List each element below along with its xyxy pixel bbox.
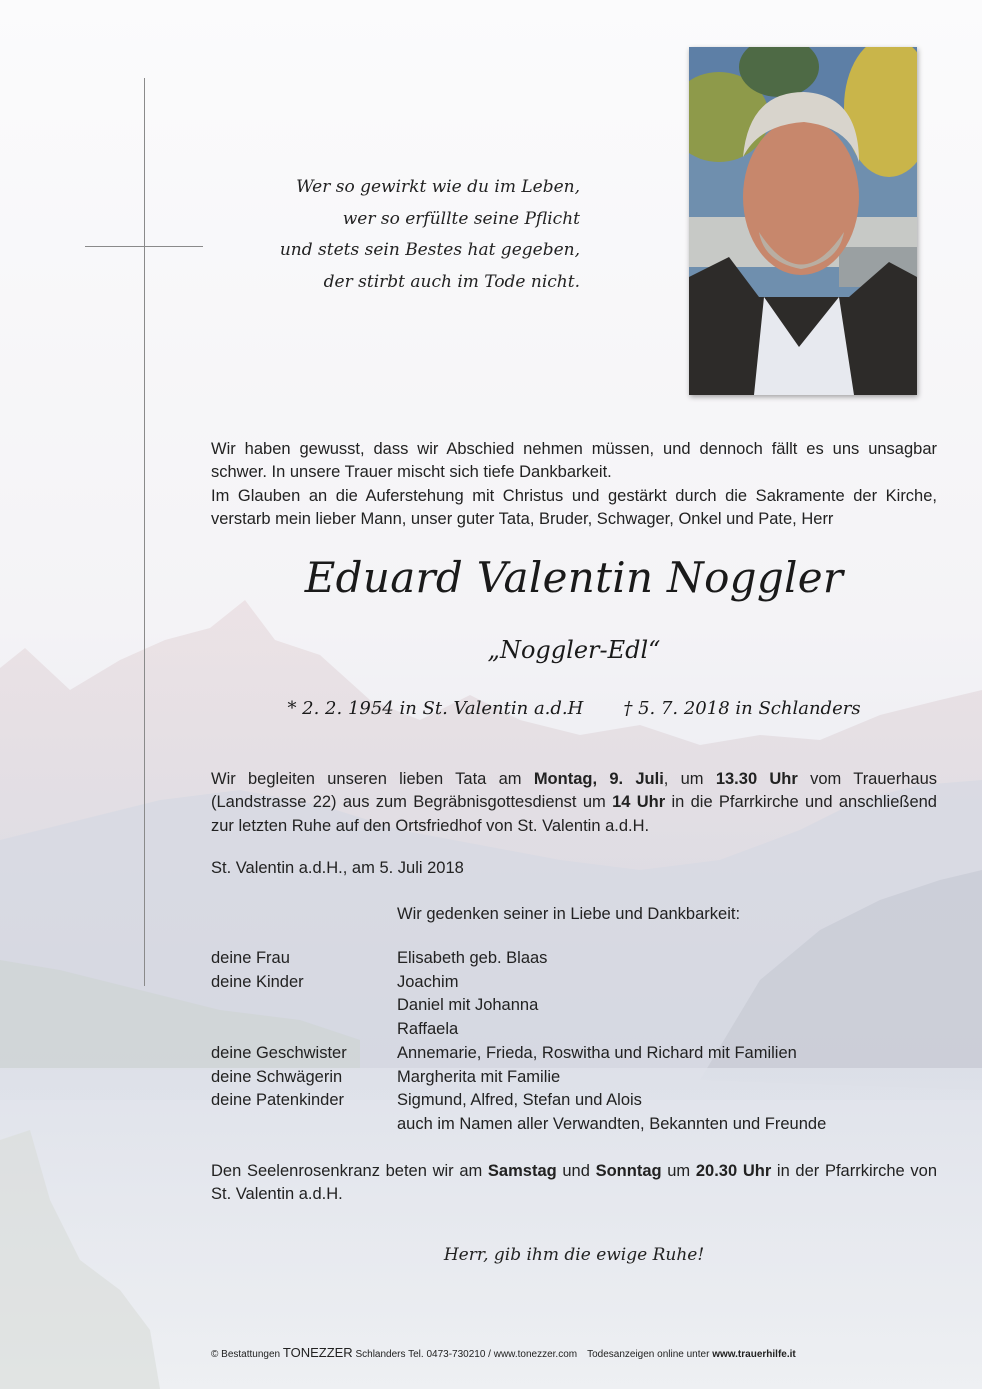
poem-line: der stirbt auch im Tode nicht. (323, 271, 580, 292)
intro-text (211, 438, 937, 532)
rosary-details (211, 1160, 937, 1207)
mourner-relation (211, 994, 397, 1018)
intro-paragraph: Im Glauben an die Auferstehung mit Christus und gestärkt durch die Sakramente der Kirche, verstarb mein lieber Mann, unser guter Tata, Bruder, Schwager, Onkel und Pate, Herr (211, 486, 937, 529)
rosary-day: Samstag (487, 1162, 557, 1180)
poem (230, 172, 580, 298)
mourners-list (211, 947, 826, 1137)
mourner-names: Elisabeth geb. Blaas (397, 949, 548, 967)
funeral-text: Wir begleiten unseren lieben Tata am (211, 770, 534, 788)
mourner-names: auch im Namen aller Verwandten, Bekannten und Freunde (397, 1114, 827, 1133)
funeral-time: 13.30 Uhr (715, 770, 798, 788)
mourner-names: Joachim (397, 972, 459, 991)
rosary-text: in der Pfarrkirche von St. Valentin a.d.H. (211, 1162, 938, 1204)
mourner-row (211, 994, 826, 1018)
life-dates (211, 698, 937, 719)
mourner-row (211, 1089, 826, 1113)
footer-contact: Schlanders Tel. 0473-730210 / www.tonezzer.com (352, 1349, 578, 1360)
mourner-relation: deine Frau (211, 949, 290, 967)
poem-line: wer so erfüllte seine Pflicht (342, 208, 580, 229)
mourner-relation (211, 1113, 397, 1137)
mourner-row (211, 1113, 826, 1137)
mourner-names: Sigmund, Alfred, Stefan und Alois (397, 1091, 642, 1110)
funeral-text: in die Pfarrkirche und anschließend zur letzten Ruhe auf den Ortsfriedhof von St. Valentin a.d.H. (211, 793, 937, 835)
mourner-relation: deine Geschwister (211, 1043, 347, 1062)
mourner-names: Margherita mit Familie (397, 1067, 561, 1086)
poem-line: Wer so gewirkt wie du im Leben, (296, 177, 580, 197)
death-date: † 5. 7. 2018 in Schlanders (623, 698, 861, 719)
footer-website-link[interactable]: www.trauerhilfe.it (712, 1349, 796, 1360)
mourner-names: Annemarie, Frieda, Roswitha und Richard mit Familien (397, 1043, 797, 1062)
mourner-relation: deine Schwägerin (211, 1067, 343, 1086)
cross-vertical-line (144, 78, 145, 986)
birth-date: * 2. 2. 1954 in St. Valentin a.d.H (287, 698, 584, 719)
footer-brand: TONEZZER (282, 1345, 353, 1360)
remembrance-heading: Wir gedenken seiner in Liebe und Dankbarkeit: (397, 905, 741, 923)
mourner-names: Raffaela (397, 1020, 459, 1039)
rosary-text: und (556, 1162, 596, 1180)
mourner-relation: deine Kinder (211, 972, 304, 991)
footer (211, 1345, 851, 1360)
cross-horizontal-line (85, 246, 203, 247)
mourner-row (211, 1042, 826, 1066)
closing-prayer: Herr, gib ihm die ewige Ruhe! (443, 1245, 705, 1265)
funeral-text: , um (663, 770, 716, 788)
intro-paragraph: Wir haben gewusst, dass wir Abschied nehmen müssen, und dennoch fällt es uns unsagbar schwer. In unsere Trauer mischt sich tiefe Dankbarkeit. (211, 440, 937, 482)
mourner-row (211, 1066, 826, 1090)
deceased-nickname: „Noggler-Edl“ (487, 636, 661, 664)
funeral-details (211, 768, 937, 838)
footer-online-label: Todesanzeigen online unter (587, 1349, 713, 1360)
mourner-names: Daniel mit Johanna (397, 996, 539, 1015)
mourner-row (211, 947, 826, 971)
rosary-day: Sonntag (595, 1162, 662, 1180)
funeral-text: vom Trauerhaus (Landstrasse 22) aus zum Begräbnisgottesdienst um (211, 770, 937, 812)
footer-prefix: © Bestattungen (211, 1349, 283, 1360)
mass-time: 14 Uhr (612, 793, 666, 812)
mourner-relation: deine Patenkinder (211, 1091, 345, 1110)
portrait-photo (689, 47, 917, 395)
rosary-text: Den Seelenrosenkranz beten wir am (211, 1162, 488, 1180)
poem-line: und stets sein Bestes hat gegeben, (279, 240, 580, 260)
mourner-row (211, 971, 826, 995)
mourner-row (211, 1018, 826, 1042)
place-and-date: St. Valentin a.d.H., am 5. Juli 2018 (211, 859, 464, 877)
rosary-time: 20.30 Uhr (695, 1162, 772, 1180)
mourner-relation (211, 1018, 397, 1042)
rosary-text: um (661, 1162, 696, 1180)
funeral-date: Montag, 9. Juli (533, 770, 664, 788)
deceased-name: Eduard Valentin Noggler (304, 553, 844, 602)
